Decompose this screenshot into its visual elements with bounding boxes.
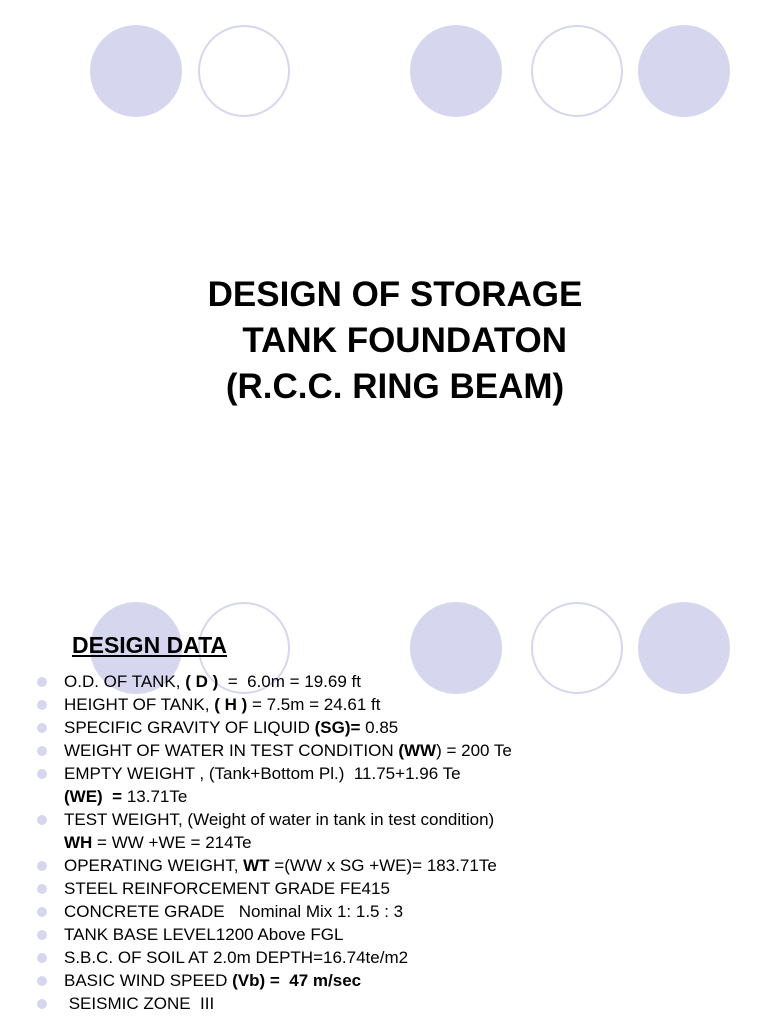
list-item-line [64,739,768,762]
list-item-line [64,762,768,785]
list-item-bold-text: WT [243,856,270,875]
list-item-text: TANK BASE LEVEL1200 Above FGL [64,925,344,944]
bullet-icon [37,677,47,687]
bullet-icon [37,861,47,871]
bullet-icon [37,953,47,963]
title-line-1: DESIGN OF STORAGE [207,275,583,314]
list-item-text: EMPTY WEIGHT , (Tank+Bottom Pl.) 11.75+1.96 Te [64,764,461,783]
list-item-text: =(WW x SG +WE)= 183.71Te [269,856,497,875]
list-item-bold-text: WH [64,833,93,852]
bullet-icon [37,769,47,779]
list-item-line [64,946,768,969]
list-item-line [64,785,768,808]
list-item [0,762,768,808]
list-item-text: S.B.C. OF SOIL AT 2.0m DEPTH=16.74te/m2 [64,948,409,967]
list-item [0,739,768,762]
bullet-icon [37,884,47,894]
bullet-icon [37,999,47,1009]
list-item-bold-text: ( D ) [185,672,219,691]
list-item [0,877,768,900]
list-item-bold-text: (WE) = [64,787,123,806]
list-item-text: HEIGHT OF TANK, [64,695,215,714]
decor-circle-ring [531,25,623,117]
bullet-icon [37,907,47,917]
list-item [0,693,768,716]
list-item-bold-text: (WW [398,741,437,760]
list-item-text: BASIC WIND SPEED [64,971,233,990]
bullet-icon [37,930,47,940]
title-line-3: (R.C.C. RING BEAM) [225,367,565,406]
list-item-bold-text: (SG)= [314,718,361,737]
list-item-bold-text: ( H ) [214,695,248,714]
list-item [0,854,768,877]
list-item-text: O.D. OF TANK, [64,672,186,691]
list-item-text: WEIGHT OF WATER IN TEST CONDITION [64,741,399,760]
list-item-line [64,923,768,946]
list-item-text: = WW +WE = 214Te [92,833,252,852]
decor-circle-ring [198,25,290,117]
list-item [0,992,768,1015]
list-item-text: 13.71Te [122,787,188,806]
bullet-icon [37,815,47,825]
list-item-text: STEEL REINFORCEMENT GRADE FE415 [64,879,390,898]
list-item-text: SPECIFIC GRAVITY OF LIQUID [64,718,315,737]
list-item-line [64,670,768,693]
list-item-text: SEISMIC ZONE III [64,994,215,1013]
list-item-line [64,716,768,739]
list-item-text: OPERATING WEIGHT, [64,856,244,875]
decor-circle-filled [638,25,730,117]
list-item-line [64,808,768,831]
list-item-line [64,992,768,1015]
title-line-2: TANK FOUNDATON [222,321,568,360]
list-item-line [64,900,768,923]
list-item-text: TEST WEIGHT, (Weight of water in tank in test condition) [64,810,495,829]
decor-circle-filled [90,25,182,117]
page-title [0,272,768,410]
list-item-text: ) = 200 Te [436,741,512,760]
list-item [0,716,768,739]
list-item [0,923,768,946]
list-item-text: CONCRETE GRADE Nominal Mix 1: 1.5 : 3 [64,902,404,921]
list-item-line [64,831,768,854]
list-item-text: 0.85 [360,718,399,737]
bullet-icon [37,700,47,710]
list-item-line [64,854,768,877]
decor-circle-filled [410,25,502,117]
list-item [0,969,768,992]
list-item [0,946,768,969]
list-item-bold-text: (Vb) = 47 m/sec [232,971,362,990]
list-item [0,808,768,854]
bullet-icon [37,976,47,986]
list-item-text: = 7.5m = 24.61 ft [247,695,381,714]
bullet-icon [37,746,47,756]
bullet-icon [37,723,47,733]
list-item-line [64,969,768,992]
list-item [0,900,768,923]
list-item-text: = 6.0m = 19.69 ft [218,672,361,691]
list-item-line [64,877,768,900]
design-data-heading: DESIGN DATA [72,632,228,658]
list-item-line [64,693,768,716]
list-item [0,670,768,693]
design-data-list [0,670,768,1015]
